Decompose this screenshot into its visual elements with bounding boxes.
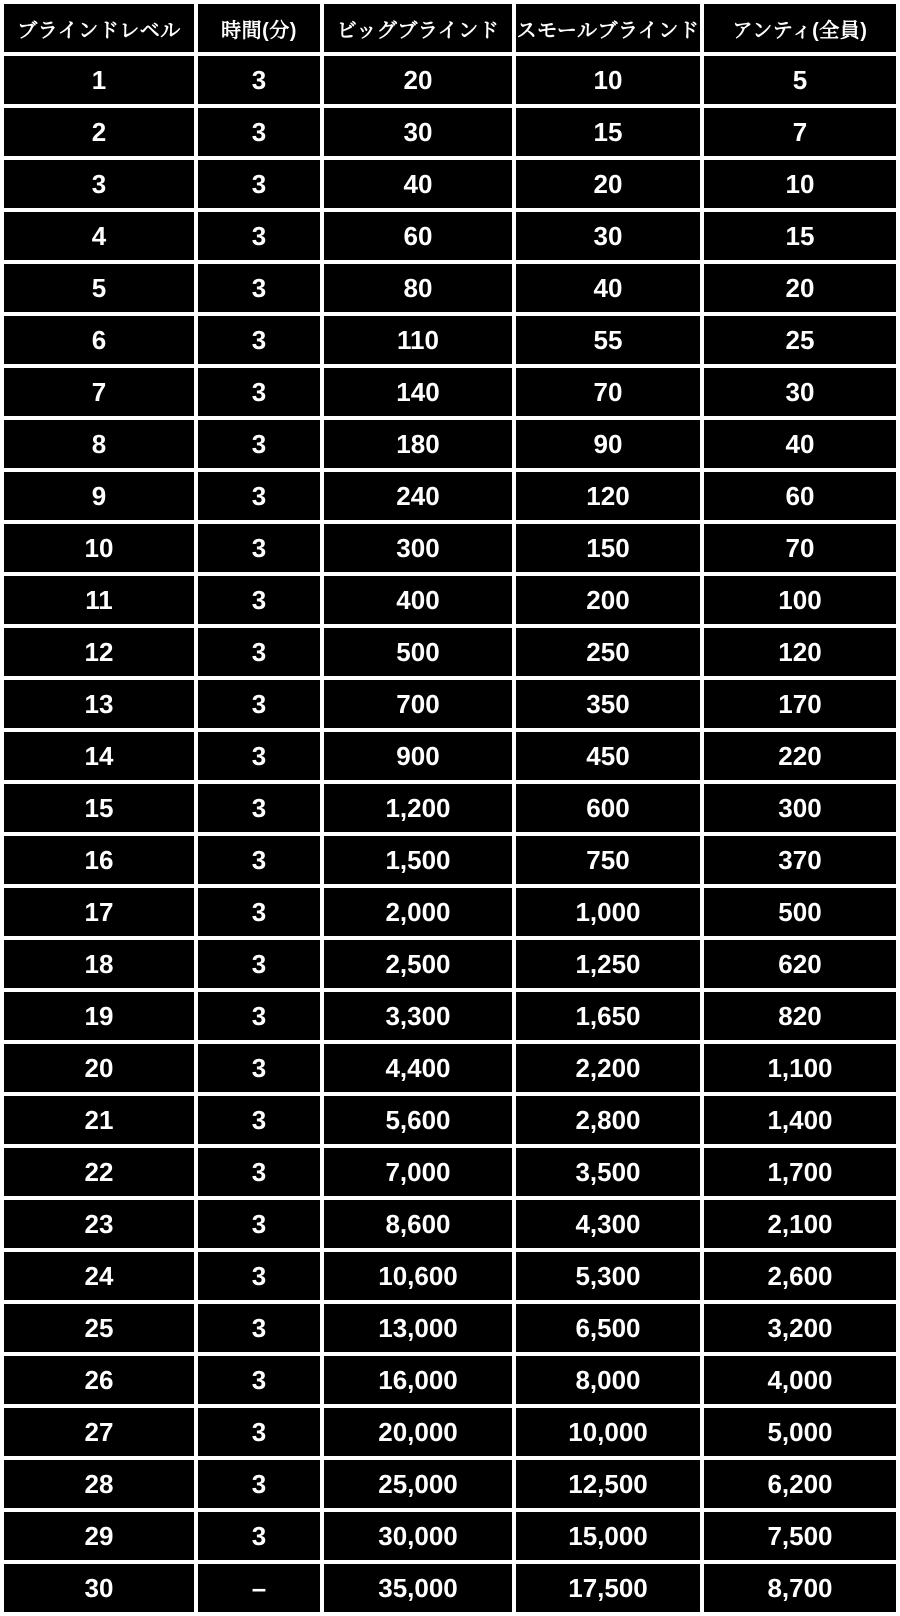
cell-small-blind: 10,000 <box>516 1408 700 1456</box>
cell-big-blind: 13,000 <box>324 1304 512 1352</box>
table-row <box>4 1200 896 1248</box>
cell-ante: 620 <box>704 940 896 988</box>
cell-big-blind: 1,200 <box>324 784 512 832</box>
cell-small-blind: 8,000 <box>516 1356 700 1404</box>
cell-level: 5 <box>4 264 194 312</box>
cell-small-blind: 15,000 <box>516 1512 700 1560</box>
cell-small-blind: 1,000 <box>516 888 700 936</box>
cell-time-min: 3 <box>198 836 320 884</box>
cell-level: 28 <box>4 1460 194 1508</box>
cell-time-min: 3 <box>198 108 320 156</box>
table-row <box>4 576 896 624</box>
cell-small-blind: 750 <box>516 836 700 884</box>
cell-level: 15 <box>4 784 194 832</box>
cell-big-blind: 1,500 <box>324 836 512 884</box>
cell-big-blind: 900 <box>324 732 512 780</box>
cell-level: 30 <box>4 1564 194 1612</box>
cell-level: 27 <box>4 1408 194 1456</box>
cell-level: 7 <box>4 368 194 416</box>
cell-small-blind: 1,250 <box>516 940 700 988</box>
cell-big-blind: 40 <box>324 160 512 208</box>
cell-level: 1 <box>4 56 194 104</box>
cell-ante: 1,700 <box>704 1148 896 1196</box>
table-row <box>4 680 896 728</box>
cell-small-blind: 5,300 <box>516 1252 700 1300</box>
cell-level: 19 <box>4 992 194 1040</box>
cell-ante: 820 <box>704 992 896 1040</box>
cell-ante: 20 <box>704 264 896 312</box>
table-row <box>4 732 896 780</box>
table-row <box>4 1564 896 1612</box>
cell-small-blind: 350 <box>516 680 700 728</box>
cell-small-blind: 600 <box>516 784 700 832</box>
table-row <box>4 368 896 416</box>
cell-level: 8 <box>4 420 194 468</box>
cell-level: 10 <box>4 524 194 572</box>
cell-big-blind: 8,600 <box>324 1200 512 1248</box>
cell-level: 25 <box>4 1304 194 1352</box>
table-row <box>4 524 896 572</box>
cell-level: 13 <box>4 680 194 728</box>
table-row <box>4 888 896 936</box>
cell-ante: 6,200 <box>704 1460 896 1508</box>
cell-time-min: 3 <box>198 1356 320 1404</box>
cell-time-min: 3 <box>198 1408 320 1456</box>
cell-level: 2 <box>4 108 194 156</box>
cell-ante: 100 <box>704 576 896 624</box>
table-row <box>4 940 896 988</box>
cell-ante: 15 <box>704 212 896 260</box>
cell-time-min: 3 <box>198 992 320 1040</box>
table-row <box>4 212 896 260</box>
table-row <box>4 1096 896 1144</box>
cell-time-min: 3 <box>198 1304 320 1352</box>
cell-small-blind: 70 <box>516 368 700 416</box>
cell-big-blind: 80 <box>324 264 512 312</box>
cell-time-min: 3 <box>198 940 320 988</box>
table-row <box>4 472 896 520</box>
cell-time-min: 3 <box>198 368 320 416</box>
table-row <box>4 1044 896 1092</box>
table-row <box>4 316 896 364</box>
cell-small-blind: 55 <box>516 316 700 364</box>
cell-small-blind: 17,500 <box>516 1564 700 1612</box>
cell-level: 18 <box>4 940 194 988</box>
cell-level: 9 <box>4 472 194 520</box>
table-row <box>4 1460 896 1508</box>
col-header-level: ブラインドレベル <box>4 4 194 52</box>
table-row <box>4 56 896 104</box>
cell-time-min: 3 <box>198 784 320 832</box>
cell-ante: 170 <box>704 680 896 728</box>
cell-big-blind: 25,000 <box>324 1460 512 1508</box>
cell-level: 16 <box>4 836 194 884</box>
cell-ante: 2,100 <box>704 1200 896 1248</box>
cell-time-min: 3 <box>198 888 320 936</box>
cell-big-blind: 5,600 <box>324 1096 512 1144</box>
cell-level: 21 <box>4 1096 194 1144</box>
cell-ante: 3,200 <box>704 1304 896 1352</box>
header-row <box>4 4 896 52</box>
cell-time-min: 3 <box>198 472 320 520</box>
cell-big-blind: 2,500 <box>324 940 512 988</box>
cell-time-min: 3 <box>198 264 320 312</box>
cell-time-min: 3 <box>198 212 320 260</box>
table-row <box>4 1148 896 1196</box>
cell-time-min: 3 <box>198 576 320 624</box>
table-row <box>4 160 896 208</box>
cell-time-min: 3 <box>198 1512 320 1560</box>
cell-big-blind: 140 <box>324 368 512 416</box>
cell-big-blind: 35,000 <box>324 1564 512 1612</box>
table-body <box>4 56 896 1612</box>
cell-ante: 1,100 <box>704 1044 896 1092</box>
cell-big-blind: 16,000 <box>324 1356 512 1404</box>
cell-ante: 500 <box>704 888 896 936</box>
cell-ante: 4,000 <box>704 1356 896 1404</box>
table-row <box>4 1408 896 1456</box>
cell-big-blind: 30,000 <box>324 1512 512 1560</box>
cell-small-blind: 30 <box>516 212 700 260</box>
table-row <box>4 784 896 832</box>
col-header-ante: アンティ(全員) <box>704 4 896 52</box>
cell-level: 24 <box>4 1252 194 1300</box>
cell-small-blind: 20 <box>516 160 700 208</box>
cell-small-blind: 3,500 <box>516 1148 700 1196</box>
cell-level: 26 <box>4 1356 194 1404</box>
cell-small-blind: 250 <box>516 628 700 676</box>
cell-small-blind: 10 <box>516 56 700 104</box>
cell-small-blind: 2,800 <box>516 1096 700 1144</box>
cell-small-blind: 120 <box>516 472 700 520</box>
cell-time-min: 3 <box>198 628 320 676</box>
cell-big-blind: 240 <box>324 472 512 520</box>
cell-small-blind: 4,300 <box>516 1200 700 1248</box>
cell-ante: 30 <box>704 368 896 416</box>
cell-ante: 70 <box>704 524 896 572</box>
cell-time-min: 3 <box>198 1096 320 1144</box>
cell-time-min: 3 <box>198 680 320 728</box>
table-row <box>4 264 896 312</box>
cell-time-min: 3 <box>198 1252 320 1300</box>
cell-ante: 10 <box>704 160 896 208</box>
col-header-small-blind: スモールブラインド <box>516 4 700 52</box>
table-row <box>4 1304 896 1352</box>
cell-small-blind: 40 <box>516 264 700 312</box>
cell-big-blind: 10,600 <box>324 1252 512 1300</box>
cell-ante: 8,700 <box>704 1564 896 1612</box>
cell-level: 17 <box>4 888 194 936</box>
cell-ante: 120 <box>704 628 896 676</box>
cell-big-blind: 30 <box>324 108 512 156</box>
table-row <box>4 108 896 156</box>
cell-big-blind: 20,000 <box>324 1408 512 1456</box>
cell-big-blind: 400 <box>324 576 512 624</box>
table-row <box>4 992 896 1040</box>
cell-small-blind: 90 <box>516 420 700 468</box>
cell-small-blind: 450 <box>516 732 700 780</box>
cell-ante: 60 <box>704 472 896 520</box>
cell-time-min: 3 <box>198 160 320 208</box>
cell-time-min: 3 <box>198 1200 320 1248</box>
cell-ante: 40 <box>704 420 896 468</box>
cell-big-blind: 4,400 <box>324 1044 512 1092</box>
cell-big-blind: 2,000 <box>324 888 512 936</box>
cell-big-blind: 500 <box>324 628 512 676</box>
cell-time-min: 3 <box>198 316 320 364</box>
cell-level: 14 <box>4 732 194 780</box>
cell-level: 12 <box>4 628 194 676</box>
cell-big-blind: 300 <box>324 524 512 572</box>
cell-ante: 25 <box>704 316 896 364</box>
cell-ante: 2,600 <box>704 1252 896 1300</box>
cell-ante: 220 <box>704 732 896 780</box>
cell-ante: 300 <box>704 784 896 832</box>
cell-ante: 1,400 <box>704 1096 896 1144</box>
cell-level: 29 <box>4 1512 194 1560</box>
table-row <box>4 1252 896 1300</box>
cell-big-blind: 60 <box>324 212 512 260</box>
table-head <box>4 4 896 52</box>
cell-time-min: 3 <box>198 732 320 780</box>
table-row <box>4 628 896 676</box>
cell-time-min: 3 <box>198 56 320 104</box>
cell-small-blind: 1,650 <box>516 992 700 1040</box>
cell-small-blind: 150 <box>516 524 700 572</box>
cell-big-blind: 110 <box>324 316 512 364</box>
table-row <box>4 836 896 884</box>
cell-level: 6 <box>4 316 194 364</box>
cell-ante: 7 <box>704 108 896 156</box>
cell-small-blind: 6,500 <box>516 1304 700 1352</box>
cell-level: 4 <box>4 212 194 260</box>
table-row <box>4 1356 896 1404</box>
cell-ante: 370 <box>704 836 896 884</box>
cell-ante: 5 <box>704 56 896 104</box>
cell-big-blind: 3,300 <box>324 992 512 1040</box>
cell-ante: 7,500 <box>704 1512 896 1560</box>
cell-time-min: – <box>198 1564 320 1612</box>
table-row <box>4 1512 896 1560</box>
cell-small-blind: 2,200 <box>516 1044 700 1092</box>
cell-level: 11 <box>4 576 194 624</box>
cell-big-blind: 700 <box>324 680 512 728</box>
cell-time-min: 3 <box>198 420 320 468</box>
cell-time-min: 3 <box>198 1044 320 1092</box>
col-header-big-blind: ビッグブラインド <box>324 4 512 52</box>
cell-level: 23 <box>4 1200 194 1248</box>
cell-ante: 5,000 <box>704 1408 896 1456</box>
cell-level: 20 <box>4 1044 194 1092</box>
cell-big-blind: 180 <box>324 420 512 468</box>
cell-level: 3 <box>4 160 194 208</box>
cell-time-min: 3 <box>198 524 320 572</box>
cell-big-blind: 20 <box>324 56 512 104</box>
cell-level: 22 <box>4 1148 194 1196</box>
cell-time-min: 3 <box>198 1460 320 1508</box>
col-header-time-min: 時間(分) <box>198 4 320 52</box>
cell-small-blind: 12,500 <box>516 1460 700 1508</box>
cell-big-blind: 7,000 <box>324 1148 512 1196</box>
cell-time-min: 3 <box>198 1148 320 1196</box>
cell-small-blind: 15 <box>516 108 700 156</box>
table-row <box>4 420 896 468</box>
cell-small-blind: 200 <box>516 576 700 624</box>
